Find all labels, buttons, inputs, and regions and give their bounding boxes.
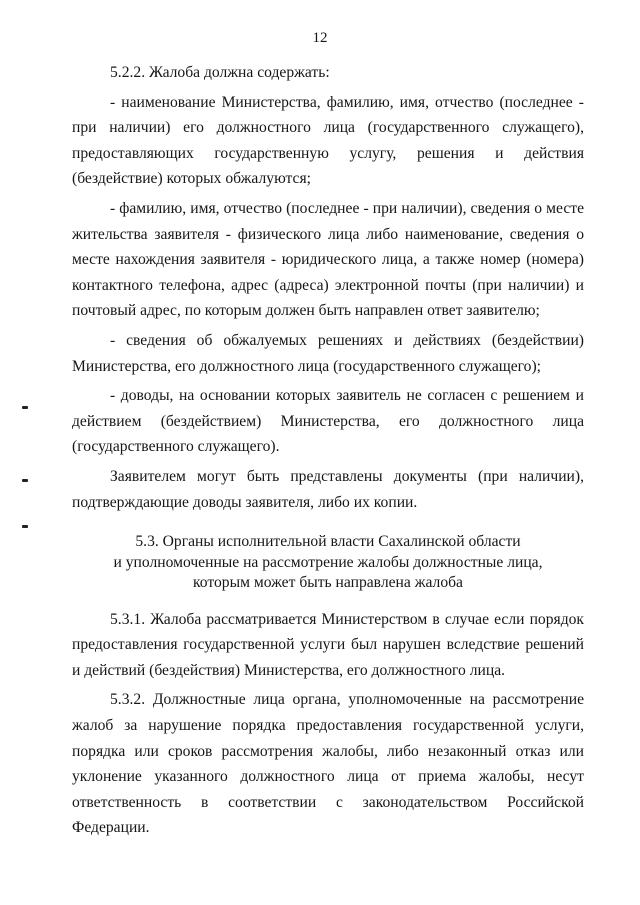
margin-mark — [22, 406, 28, 409]
paragraph: Заявителем могут быть представлены документы (при наличии), подтверждающие доводы заявителя, либо их копии. — [72, 467, 584, 511]
margin-mark — [22, 479, 28, 482]
paragraph: - доводы, на основании которых заявитель не согласен с решением и действием (бездействием) Министерства, его должностного лица (государственного служащего). — [72, 387, 584, 456]
section-heading-line: которым может быть направлена жалоба — [193, 574, 463, 592]
section-heading-line: 5.3. Органы исполнительной власти Сахалинской области — [135, 533, 521, 551]
margin-mark — [22, 525, 28, 528]
paragraph: - фамилию, имя, отчество (последнее - при наличии), сведения о месте жительства заявителя - физического лица либо наименование, сведения о месте нахождения заявителя - юридического лица, а также номер (номера) контактного телефона, адрес (адреса) электронной почты (при наличии) и почтовый адрес, по которым должен быть направлен ответ заявителю; — [72, 199, 584, 320]
paragraph: 5.3.2. Должностные лица органа, уполномоченные на рассмотрение жалоб за нарушение порядка предоставления государственной услуги, порядка или сроков рассмотрения жалобы, либо незаконный отказ или уклонение указанного должностного лица от приема жалобы, несут ответственность в соответствии с законодательством Российской Федерации. — [72, 691, 584, 837]
page-number: 12 — [312, 30, 328, 46]
section-heading — [72, 532, 584, 594]
section-heading-line: и уполномоченные на рассмотрение жалобы должностные лица, — [113, 553, 543, 571]
paragraph: 5.2.2. Жалоба должна содержать: — [110, 64, 330, 81]
paragraph: 5.3.1. Жалоба рассматривается Министерством в случае если порядок предоставления государственной услуги был нарушен вследствие решений и действий (бездействия) Министерства, его должностного лица. — [72, 610, 584, 679]
paragraph: - наименование Министерства, фамилию, имя, отчество (последнее - при наличии) его должностного лица (государственного служащего), предоставляющих государственную услугу, решения и действия (бездействие) которых обжалуются; — [72, 93, 584, 188]
document-body — [72, 60, 584, 845]
paragraph: - сведения об обжалуемых решениях и действиях (бездействии) Министерства, его должностного лица (государственного служащего); — [72, 331, 584, 375]
